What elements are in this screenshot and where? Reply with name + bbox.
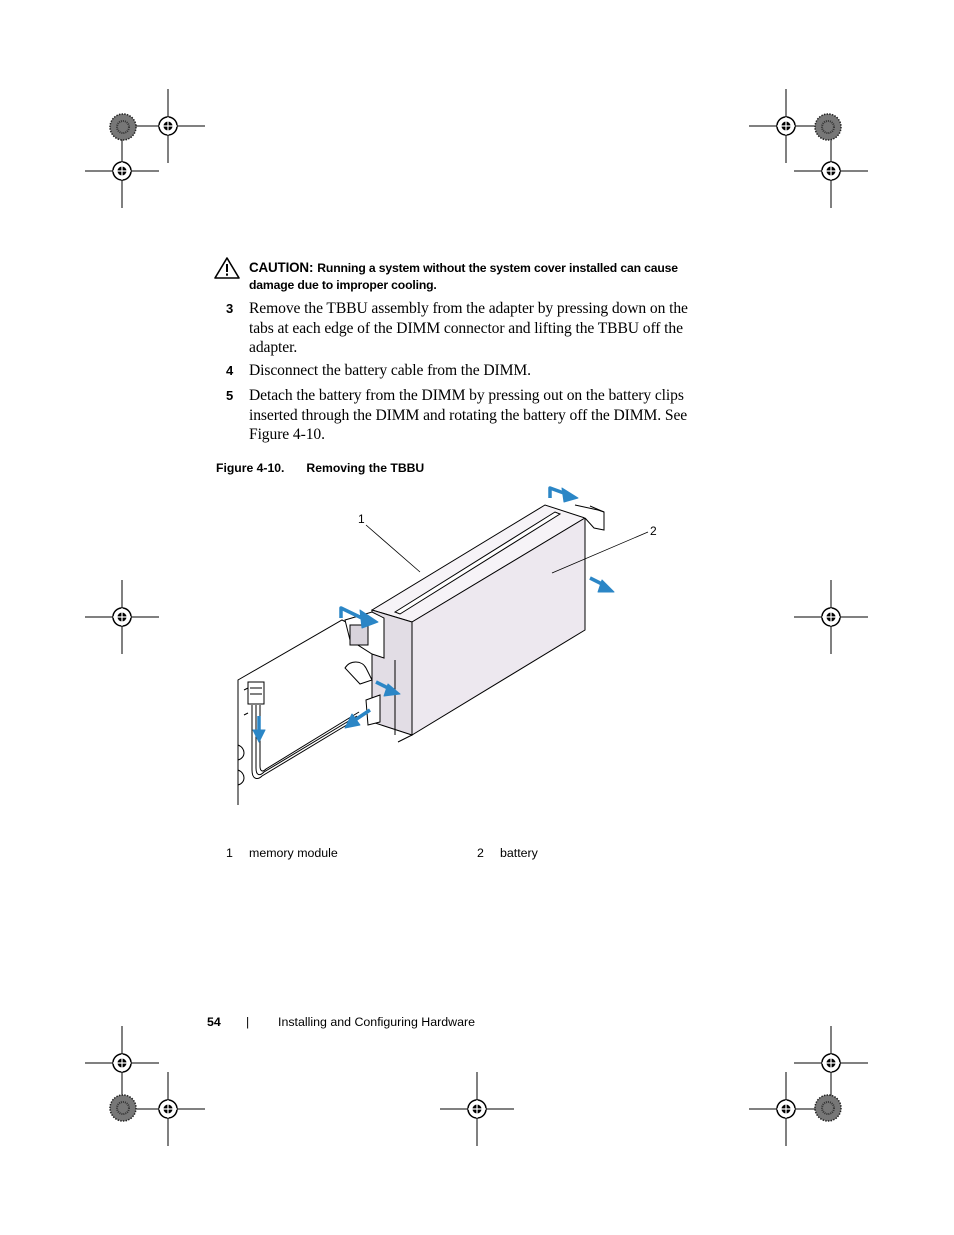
step-number: 5 [226,388,234,403]
page-number: 54 [207,1015,221,1029]
legend-number-2: 2 [477,846,484,860]
step-4 [226,361,706,381]
step-text: Disconnect the battery cable from the DIMM. [249,362,531,379]
caution-notice [249,259,709,294]
caution-label: CAUTION: [249,260,314,275]
callout-1: 1 [358,512,365,526]
footer-separator: | [246,1015,250,1029]
legend-label-battery: battery [500,846,538,860]
figure-title: Removing the TBBU [306,461,425,475]
step-5 [226,386,706,445]
memory-module-board [238,620,359,805]
caution-message: Running a system without the system cover installed can cause damage due to improper cooling. [249,261,678,292]
step-number: 4 [226,363,234,378]
figure-caption [216,461,424,475]
legend-number-1: 1 [226,846,233,860]
tbbu-removal-illustration [220,478,657,818]
figure-number: Figure 4-10. [216,461,285,475]
warning-triangle-icon [213,256,241,280]
callout-2: 2 [650,524,657,538]
step-3 [226,299,706,358]
step-text: Detach the battery from the DIMM by pressing out on the battery clips inserted through the DIMM and rotating the battery off the DIMM. See Figure 4-10. [249,387,688,443]
step-number: 3 [226,301,234,316]
step-text: Remove the TBBU assembly from the adapter by pressing down on the tabs at each edge of the DIMM connector and lifting the TBBU off the adapter. [249,300,688,356]
footer-section-title: Installing and Configuring Hardware [278,1015,475,1029]
legend-label-memory-module: memory module [249,846,338,860]
